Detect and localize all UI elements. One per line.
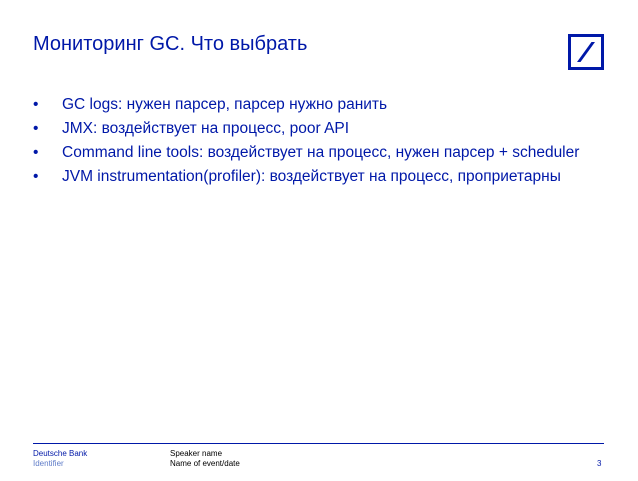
bullet-marker: •: [33, 144, 39, 161]
bullet-text: JVM instrumentation(profiler): воздействует на процесс, проприетарны: [62, 168, 561, 185]
bullet-item: [33, 95, 593, 115]
bullet-item: [33, 119, 593, 139]
bullet-item: [33, 143, 593, 163]
footer-company: Deutsche Bank: [33, 449, 88, 458]
bullet-marker: •: [33, 168, 39, 185]
bullet-item: [33, 167, 593, 187]
bullet-list: [33, 95, 593, 191]
bullet-text: JMX: воздействует на процесс, poor API: [62, 120, 350, 137]
footer-divider: [33, 443, 604, 444]
bullet-marker: •: [33, 96, 39, 113]
deutsche-bank-logo-icon: [568, 34, 604, 70]
footer-event-date: Name of event/date: [170, 459, 240, 468]
bullet-text: GC logs: нужен парсер, парсер нужно ранить: [62, 96, 388, 113]
footer-identifier: Identifier: [33, 459, 64, 468]
page-number: 3: [597, 459, 602, 468]
slide-title: Мониторинг GC. Что выбрать: [33, 33, 308, 55]
footer-speaker-name: Speaker name: [170, 449, 223, 458]
bullet-marker: •: [33, 120, 39, 137]
bullet-text: Command line tools: воздействует на процесс, нужен парсер + scheduler: [62, 144, 580, 161]
